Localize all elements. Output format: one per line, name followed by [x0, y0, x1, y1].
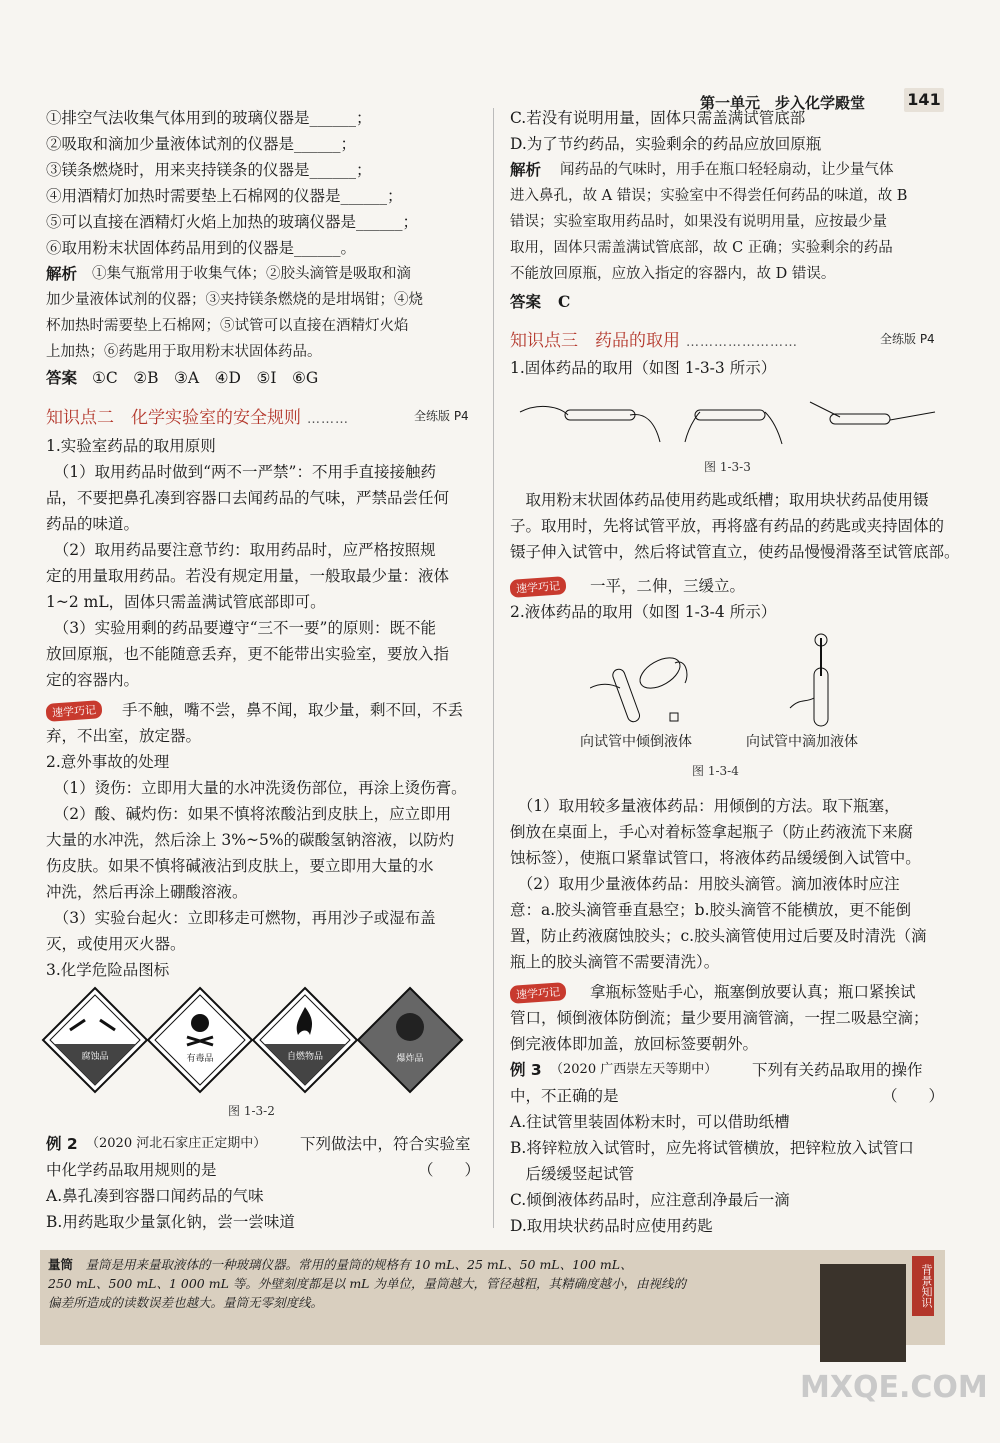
memory-tip-text: 手不触，嘴不尝，鼻不闻，取少量，剩不回，不丢 [122, 701, 464, 719]
section-text: （2）酸、碱灼伤：如果不慎将浓酸沾到皮肤上，应立即用 [46, 805, 452, 823]
section-reference: 全练版 P4 [880, 332, 935, 346]
answer-text: ①C ②B ③A ④D ⑤I ⑥G [92, 369, 319, 387]
section-text: 倒放在桌面上，手心对着标签拿起瓶子（防止药液流下来腐 [510, 823, 914, 841]
answer-blank: （ ） [882, 1087, 945, 1105]
figure-caption: 图 1-3-4 [692, 764, 739, 778]
info-box-line: 偏差所造成的读数误差也越大。量筒无零刻度线。 [48, 1295, 324, 1310]
example-label: 例 3 [510, 1061, 542, 1079]
section-text: 3.化学危险品图标 [46, 961, 170, 979]
memory-tip-text: 弃，不出室，放定器。 [46, 727, 202, 745]
liquid-reagent-illustration [590, 628, 890, 728]
section-text: 定的用量取用药品。若没有规定用量，一般取最少量：液体 [46, 567, 450, 585]
section-text: （1）取用较多量液体药品：用倾倒的方法。取下瓶塞， [510, 797, 900, 815]
figure-caption: 图 1-3-2 [228, 1104, 275, 1118]
option-item: D.为了节约药品，实验剩余的药品应放回原瓶 [510, 135, 822, 153]
analysis-text: ①集气瓶常用于收集气体；②胶头滴管是吸取和滴 [92, 266, 411, 282]
answer-blank: （ ） [418, 1161, 481, 1179]
memory-tip-text: 倒完液体即加盖，放回标签要朝外。 [510, 1035, 759, 1053]
explosive-icon [355, 985, 465, 1095]
analysis-text: 加少量液体试剂的仪器；③夹持镁条燃烧的是坩埚钳；④烧 [46, 292, 423, 308]
graduated-cylinder-photo [820, 1264, 906, 1362]
info-box-text [48, 1255, 808, 1312]
example-question: 中化学药品取用规则的是 [46, 1161, 217, 1179]
figure-subcaption: 向试管中倾倒液体 [580, 734, 692, 750]
example-question: 中，不正确的是 [510, 1087, 619, 1105]
option-item: A.鼻孔凑到容器口闻药品的气味 [46, 1187, 264, 1205]
section-text: （1）取用药品时做到“两不一严禁”：不用手直接接触药 [46, 463, 436, 481]
example-source: （2020 河北石家庄正定期中） [86, 1136, 267, 1151]
option-item: B.用药匙取少量氯化钠，尝一尝味道 [46, 1213, 295, 1231]
analysis-text: 错误；实验室取用药品时，如果没有说明用量，应按最少量 [510, 214, 887, 230]
memory-tip-text: 拿瓶标签贴手心，瓶塞倒放要认真；瓶口紧挨试 [590, 983, 916, 1001]
example-source: （2020 广西崇左天等期中） [550, 1062, 718, 1077]
question-item: ②吸取和滴加少量液体试剂的仪器是______； [46, 135, 357, 153]
section-text: 灭，或使用灭火器。 [46, 935, 186, 953]
option-item: C.倾倒液体药品时，应注意刮净最后一滴 [510, 1191, 790, 1209]
hazard-label: 腐蚀品 [81, 1052, 109, 1062]
solid-reagent-illustration [510, 382, 940, 452]
watermark: MXQE.COM [800, 1370, 988, 1405]
answer-text: C [558, 292, 571, 311]
section-text: 放回原瓶，也不能随意丢弃，更不能带出实验室，要放入指 [46, 645, 450, 663]
section-text: 意：a.胶头滴管垂直悬空；b.胶头滴管不能横放，更不能倒 [510, 901, 912, 919]
subsection-title: 1.固体药品的取用（如图 1-3-3 所示） [510, 359, 777, 377]
section-text: 瓶上的胶头滴管不需要清洗）。 [510, 953, 720, 971]
section-text: 2.意外事故的处理 [46, 753, 170, 771]
question-item: ⑤可以直接在酒精灯火焰上加热的玻璃仪器是______； [46, 213, 419, 231]
section-text: 取用粉末状固体药品使用药匙或纸槽；取用块状药品使用镊 [510, 491, 929, 509]
example-question: 下列有关药品取用的操作 [752, 1061, 923, 1079]
section-text: 伤皮肤。如果不慎将碱液沾到皮肤上，要立即用大量的水 [46, 857, 434, 875]
memory-tip-badge: 速学巧记 [509, 982, 566, 1004]
section-reference: 全练版 P4 [414, 409, 469, 423]
analysis-text: 不能放回原瓶，应放入指定的容器内，故 D 错误。 [510, 266, 836, 282]
hazard-label: 爆炸品 [396, 1054, 424, 1064]
example-label: 例 2 [46, 1135, 78, 1153]
option-item: B.将锌粒放入试管时，应先将试管横放，把锌粒放入试管口 [510, 1139, 914, 1157]
section-text: 蚀标签），使瓶口紧靠试管口，将液体药品缓缓倒入试管中。 [510, 849, 921, 867]
analysis-label: 解析 [510, 160, 542, 179]
section-text: 子。取用时，先将试管平放，再将盛有药品的药匙或夹持固体的 [510, 517, 945, 535]
toxic-icon [145, 985, 255, 1095]
section-text: 1.实验室药品的取用原则 [46, 437, 216, 455]
flammable-icon [250, 985, 360, 1095]
hazard-label: 自燃物品 [286, 1052, 324, 1062]
analysis-text: 取用，固体只需盖满试管底部，故 C 正确；实验剩余的药品 [510, 240, 893, 256]
option-item: C.若没有说明用量，固体只需盖满试管底部 [510, 109, 806, 127]
section-title: 知识点三 药品的取用 …………………… [510, 331, 798, 351]
analysis-text: 进入鼻孔，故 A 错误；实验室中不得尝任何药品的味道，故 B [510, 188, 908, 204]
section-text: 镊子伸入试管中，然后将试管直立，使药品慢慢滑落至试管底部。 [510, 543, 960, 561]
figure-caption: 图 1-3-3 [704, 460, 751, 474]
info-box-label: 量筒 [48, 1257, 74, 1272]
memory-tip-text: 管口，倾倒液体防倒流；量少要用滴管滴，一捏二吸悬空滴； [510, 1009, 929, 1027]
info-box-line: 量筒是用来量取液体的一种玻璃仪器。常用的量筒的规格有 10 mL、25 mL、50 mL、100 mL、 [85, 1257, 633, 1272]
section-text: 大量的水冲洗，然后涂上 3%~5%的碳酸氢钠溶液，以防灼 [46, 831, 455, 849]
section-text: 置，防止药液腐蚀胶头；c.胶头滴管使用过后要及时清洗（滴 [510, 927, 927, 945]
memory-tip-badge: 速学巧记 [45, 700, 102, 722]
unit-title: 第一单元 步入化学殿堂 [700, 94, 866, 112]
answer-label: 答案 [510, 292, 542, 311]
question-item: ⑥取用粉末状固体药品用到的仪器是______。 [46, 239, 357, 257]
section-text: （1）烫伤：立即用大量的水冲洗烫伤部位，再涂上烫伤膏。 [46, 779, 467, 797]
memory-tip-text: 一平，二伸，三缓立。 [590, 577, 746, 595]
question-item: ④用酒精灯加热时需要垫上石棉网的仪器是______； [46, 187, 403, 205]
memory-tip-badge: 速学巧记 [509, 576, 566, 598]
analysis-text: 闻药品的气味时，用手在瓶口轻轻扇动，让少量气体 [560, 162, 894, 178]
question-item: ③镁条燃烧时，用来夹持镁条的仪器是______； [46, 161, 372, 179]
section-text: （2）取用少量液体药品：用胶头滴管。滴加液体时应注 [510, 875, 900, 893]
example-question: 下列做法中，符合实验室 [300, 1135, 471, 1153]
section-text: 1~2 mL，固体只需盖满试管底部即可。 [46, 593, 326, 611]
section-text: 品，不要把鼻孔凑到容器口去闻药品的气味，严禁品尝任何 [46, 489, 450, 507]
section-text: （3）实验用剩的药品要遵守“三不一要”的原则：既不能 [46, 619, 436, 637]
page-number: 141 [904, 88, 944, 112]
info-box-line: 250 mL、500 mL、1 000 mL 等。外壁刻度都是以 mL 为单位，量筒越大，管径越粗，其精确度越小，由视线的 [48, 1276, 686, 1291]
section-title: 知识点二 化学实验室的安全规则 ……… [46, 408, 349, 428]
section-text: 药品的味道。 [46, 515, 140, 533]
section-text: （2）取用药品要注意节约：取用药品时，应严格按照规 [46, 541, 436, 559]
analysis-label: 解析 [46, 264, 78, 283]
question-item: ①排空气法收集气体用到的玻璃仪器是______； [46, 109, 372, 127]
section-text: （3）实验台起火：立即移走可燃物，再用沙子或湿布盖 [46, 909, 436, 927]
figure-subcaption: 向试管中滴加液体 [746, 734, 858, 750]
analysis-text: 上加热；⑥药匙用于取用粉末状固体药品。 [46, 344, 322, 360]
section-text: 定的容器内。 [46, 671, 140, 689]
option-item: D.取用块状药品时应使用药匙 [510, 1217, 713, 1235]
section-text: 冲洗，然后再涂上硼酸溶液。 [46, 883, 248, 901]
corrosive-icon [40, 985, 150, 1095]
hazard-label: 有毒品 [186, 1054, 214, 1064]
column-divider [493, 108, 494, 1228]
subsection-title: 2.液体药品的取用（如图 1-3-4 所示） [510, 603, 777, 621]
side-tab: 背景知识 [912, 1256, 934, 1316]
analysis-text: 杯加热时需要垫上石棉网；⑤试管可以直接在酒精灯火焰 [46, 318, 409, 334]
answer-label: 答案 [46, 368, 78, 387]
option-item: A.往试管里装固体粉末时，可以借助纸槽 [510, 1113, 790, 1131]
option-item: 后缓缓竖起试管 [510, 1165, 635, 1183]
